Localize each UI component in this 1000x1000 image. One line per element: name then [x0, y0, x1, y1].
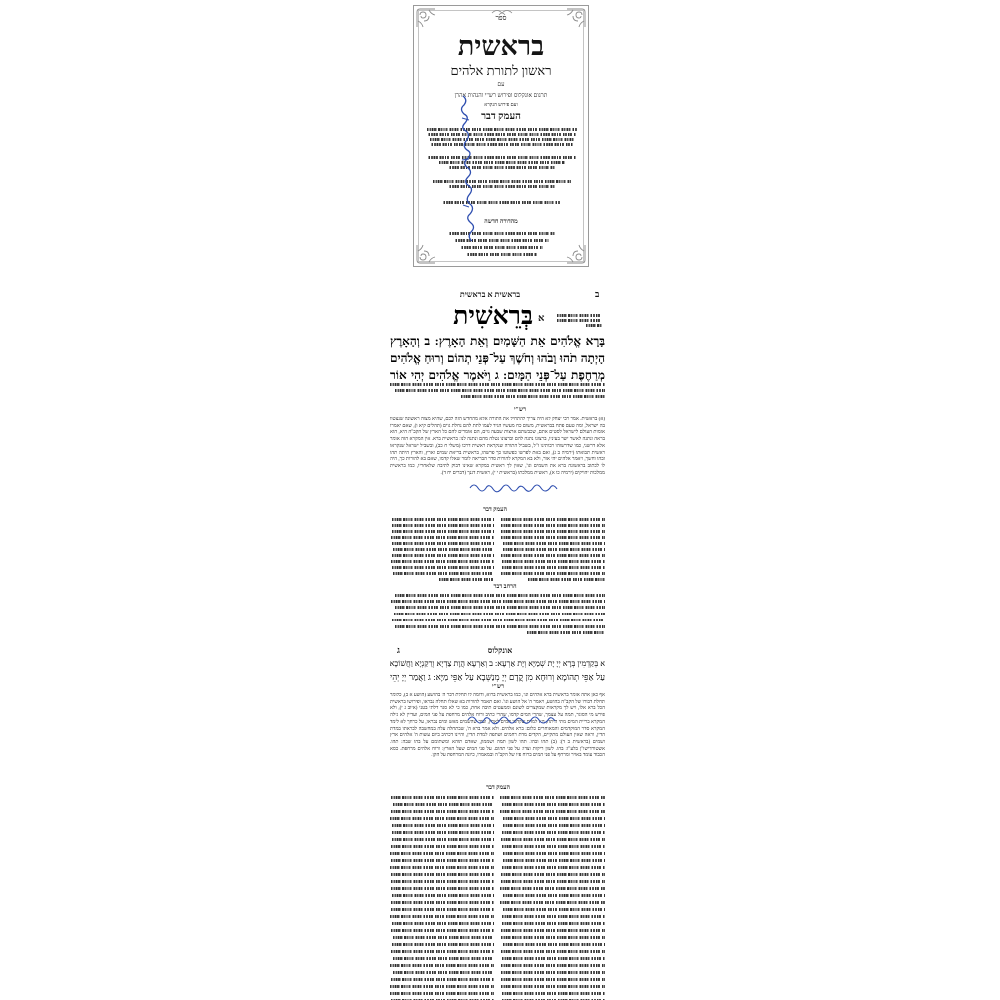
- text-line: [501, 530, 605, 533]
- text-line: [502, 957, 605, 960]
- text-line: [503, 817, 605, 820]
- verse-line: הָיְתָה תֹהוּ וָבֹהוּ וְחֹשֶׁךְ עַל־פְּנֵי תְהוֹם וְרוּחַ אֱלֹהִים: [390, 351, 605, 365]
- title-page: [413, 5, 589, 267]
- text-line: [501, 554, 605, 557]
- page-number: ב: [595, 289, 600, 299]
- text-line: [392, 524, 494, 527]
- side-note: [556, 314, 602, 329]
- text-line: [392, 824, 494, 827]
- text-line: [390, 964, 494, 967]
- text-line: [392, 542, 494, 545]
- text-line: [501, 985, 605, 988]
- text-line: [502, 831, 605, 834]
- title-paragraph-4: [427, 201, 577, 206]
- text-line: [502, 992, 605, 995]
- text-line: [502, 803, 605, 806]
- text-line: [391, 901, 494, 904]
- text-line: [391, 845, 494, 848]
- text-line: [433, 180, 571, 183]
- verse-line: מְרַחֶפֶת עַל־פְּנֵי הַמָּיִם: ג וַיֹּאמֶר אֱלֹהִים יְהִי אוֹר: [390, 368, 605, 382]
- text-line: [393, 572, 495, 575]
- text-line: [501, 950, 605, 953]
- text-line: [557, 314, 602, 317]
- onkelos-line: א בְּקַדְמִין בְּרָא יְיָ יָת שְׁמַיָּא וְיָת אַרְעָא: ב וְאַרְעָא הֲוָת צַדְיָא וְרֵקַנְיָא וַחֲשׁוֹכָא: [390, 659, 605, 668]
- text-line: [393, 936, 494, 939]
- text-line: [503, 894, 605, 897]
- text-line: [392, 831, 494, 834]
- text-line: [501, 978, 605, 981]
- sefer-label: ספר: [495, 14, 507, 22]
- text-line: [503, 859, 605, 862]
- text-line: [501, 524, 605, 527]
- text-line: [390, 866, 494, 869]
- book-subtitle: ראשון לתורת אלהים: [450, 63, 552, 78]
- text-line: [462, 246, 543, 249]
- text-line: [391, 536, 494, 539]
- text-line: [503, 943, 605, 946]
- text-line: [391, 908, 494, 911]
- title-paragraph-1: [427, 128, 577, 148]
- text-line: [391, 978, 494, 981]
- text-line: [392, 894, 494, 897]
- text-line: [390, 992, 494, 995]
- text-line: [391, 950, 494, 953]
- text-line: [439, 578, 494, 581]
- text-line: [501, 572, 605, 575]
- text-line: [501, 929, 605, 932]
- commentary-intro: ועם פירוש הנקרא: [484, 103, 518, 108]
- text-line: [395, 389, 605, 392]
- text-line: [393, 548, 495, 551]
- text-line: [503, 908, 605, 911]
- masoretic-notes: [390, 383, 605, 401]
- text-line: [391, 560, 494, 563]
- title-paragraph-3: [427, 180, 577, 190]
- text-line: [395, 625, 605, 628]
- text-line: [501, 536, 605, 539]
- haamek-davar-column-left: [390, 518, 494, 584]
- book-title: בראשית: [457, 31, 545, 61]
- text-line: [394, 613, 605, 616]
- text-line: [390, 985, 494, 988]
- haamek-davar-column-left: [390, 796, 494, 1000]
- text-line: [456, 239, 549, 242]
- text-line: [502, 566, 605, 569]
- text-line: [444, 201, 561, 204]
- text-line: [392, 554, 494, 557]
- commentaries-line: תרגום אונקלוס ופירוש רש"י והגהות אהרן: [454, 93, 548, 99]
- text-line: [391, 810, 494, 813]
- haamek-davar-columns: [390, 796, 605, 1000]
- text-line: [501, 880, 605, 883]
- text-line: [391, 873, 494, 876]
- text-line: [391, 859, 494, 862]
- haamek-davar-label: העמק דבר: [483, 507, 507, 513]
- text-line: [500, 796, 605, 799]
- text-line: [502, 915, 605, 918]
- text-line: [393, 957, 494, 960]
- commentary-name: העמק דבר: [481, 111, 521, 122]
- text-line: [503, 542, 605, 545]
- text-line: [501, 518, 605, 521]
- text-line: [501, 964, 605, 967]
- text-line: [501, 873, 605, 876]
- text-line: [427, 128, 577, 131]
- text-line: [391, 880, 494, 883]
- text-line: [430, 138, 574, 141]
- page-number: ג: [397, 645, 400, 655]
- text-line: [450, 166, 555, 169]
- text-line: [392, 566, 494, 569]
- running-header: בראשית א בראשית: [459, 290, 521, 299]
- text-line: [502, 922, 605, 925]
- text-line: [392, 619, 605, 622]
- title-paragraph-2: [427, 156, 577, 171]
- text-line: [501, 936, 605, 939]
- verse-line: בָּרָא אֱלֹהִים אֵת הַשָּׁמַיִם וְאֵת הָאָרֶץ: ב וְהָאָרֶץ: [390, 334, 605, 348]
- text-line: [500, 810, 605, 813]
- text-line: [390, 383, 605, 386]
- text-line: [391, 887, 494, 890]
- text-line: [429, 133, 576, 136]
- publisher-lines: [427, 232, 577, 260]
- text-line: [500, 887, 605, 890]
- text-line: [391, 600, 605, 603]
- text-line: [390, 817, 494, 820]
- text-line: [527, 631, 605, 634]
- text-line: [392, 943, 494, 946]
- text-line: [393, 971, 494, 974]
- text-line: [557, 319, 602, 322]
- text-line: [392, 838, 494, 841]
- haamek-davar-column-right: [500, 518, 605, 584]
- text-line: [502, 866, 605, 869]
- rashi-label: רש"י: [513, 407, 527, 413]
- haamek-davar-label: העמק דבר: [486, 785, 510, 791]
- rashi-commentary: אף כאן אתה אומר בראשית ברא אלהים וגו', כמו בראשית ברוא, ודומה לו תחלת דבר ה' בהושע (הושע א ב), כלומר תחלת דבורו של הקב"ה בהושע, ויאמר ה' אל הושע וגו'. ואם תאמר להורות בא שאלו תחלה נבראו, ופירושו בראשית הכל ברא אלו, ויש לך מקראות שמקצרים לשונם וממעטים תיבה אחת, כמו כי לא סגר דלתי בטני (איוב ג י), ולא פירש מי הסוגר, תמה על עצמך, שהרי המים קדמו, שהרי כתיב ורוח אלהים מרחפת על פני המים, ועדיין לא גילה המקרא בריית המים מתי היתה, הא למדת שקדמו המים לארץ, ועוד שהשמים מאש ומים נבראו, על כרחך לא לימד המקרא סדר המוקדמים והמאוחרים כלום: ברא אלהים. ולא אמר ברא ה', שבתחלה עלה במחשבה לבראתו במדת הדין, וראה שאין העולם מתקיים, הקדים מדת רחמים ושתפה למדת הדין, והיינו דכתיב ביום עשות ה' אלהים ארץ ושמים (בראשית ב ד): (ב) תהו ובהו. תהו לשון תמה ושממון, שאדם תוהא ומשתומם על בהו שבה: תהו. אשטורדישו"ן בלע"ז: בהו. לשון ריקות וצדו: על פני תהום. על פני המים שעל הארץ: ורוח אלהים מרחפת. כסא הכבוד עומד באויר ומרחף על פני המים ברוח פיו של הקב"ה ובמאמרו, כיונה המרחפת על הקן.: [390, 693, 605, 759]
- text-line: [395, 594, 605, 597]
- text-line: [450, 232, 555, 235]
- text-line: [586, 324, 602, 327]
- text-line: [392, 530, 494, 533]
- text-line: [502, 560, 605, 563]
- text-line: [390, 852, 494, 855]
- text-line: [390, 915, 494, 918]
- text-line: [450, 185, 555, 188]
- text-line: [501, 838, 605, 841]
- chapter-number: א: [538, 313, 545, 324]
- text-line: [501, 971, 605, 974]
- text-line: [468, 253, 537, 256]
- text-line: [503, 824, 605, 827]
- text-line: [528, 578, 605, 581]
- text-line: [391, 929, 494, 932]
- edition-label: מהדורה חדשה: [484, 219, 518, 225]
- harchev-davar-text: [390, 594, 605, 638]
- text-line: [503, 548, 605, 551]
- text-line: [500, 901, 605, 904]
- rashi-commentary: (א) בראשית. אמר רבי יצחק לא היה צריך להתחיל את התורה אלא מהחדש הזה לכם, שהיא מצוה ראשונה שנצטוו בה ישראל, ומה טעם פתח בבראשית, משום כח מעשיו הגיד לעמו לתת להם נחלת גוים (תהלים קיא ו), שאם יאמרו אומות העולם לישראל לסטים אתם, שכבשתם ארצות שבעה גוים, הם אומרים להם כל הארץ של הקב"ה היא, הוא בראה ונתנה לאשר ישר בעיניו, ברצונו נתנה להם וברצונו נטלה מהם ונתנה לנו: בראשית ברא. אין המקרא הזה אומר אלא דרשני, כמו שדרשוהו רבותינו ז"ל, בשביל התורה שנקראת ראשית דרכו (משלי ח כב), ובשביל ישראל שנקראו ראשית תבואתו (ירמיה ב ג), ואם באת לפרשו כפשוטו כך פרשהו, בראשית בריאת שמים וארץ, והארץ היתה תהו ובהו וחשך, ויאמר אלהים יהי אור, ולא בא המקרא להורות סדר הבריאה לומר שאלו קדמו, שאם בא להורות כך, היה לו לכתוב בראשונה ברא את השמים וגו', שאין לך ראשית במקרא שאינו דבוק לתיבה שלאחריו, כמו בראשית ממלכות יהויקים (ירמיה כו א), ראשית ממלכתו (בראשית י י), ראשית דגנך (דברים יח ד).: [390, 417, 605, 476]
- text-line: [392, 518, 494, 521]
- text-line: [429, 156, 576, 159]
- harchev-davar-label: הרחב דבר: [493, 584, 517, 590]
- im-label: עם: [497, 82, 505, 88]
- haamek-davar-column-right: [500, 796, 605, 1000]
- text-line: [395, 606, 605, 609]
- text-line: [461, 395, 605, 398]
- rashi-label: רש"י: [491, 684, 505, 690]
- onkelos-line: עַל אַפֵּי תְהוֹמָא וְרוּחָא מִן קֳדָם יְיָ מְנַשְּׁבָא עַל אַפֵּי מַיָּא: ג וַאֲמַר יְיָ יְהֵי: [390, 672, 605, 682]
- text-line: [503, 852, 605, 855]
- opening-word: בְּרֵאשִׁית: [453, 303, 533, 330]
- text-line: [393, 803, 494, 806]
- text-line: [432, 143, 573, 146]
- text-line: [392, 922, 494, 925]
- text-line: [391, 796, 494, 799]
- text-line: [439, 161, 565, 164]
- running-header: אונקלוס: [487, 646, 513, 655]
- text-line: [502, 845, 605, 848]
